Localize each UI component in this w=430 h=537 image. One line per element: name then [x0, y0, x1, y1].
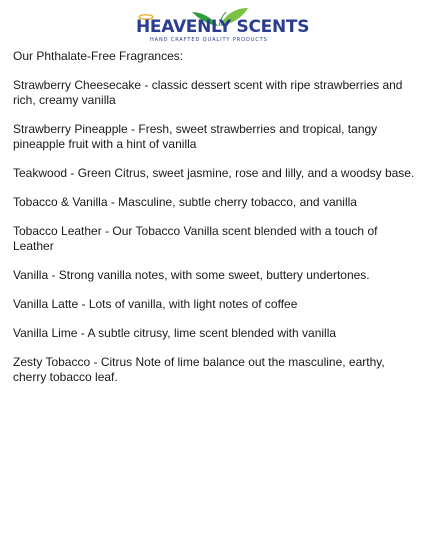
list-item: Zesty Tobacco - Citrus Note of lime balance out the masculine, earthy, cherry tobacco leaf.	[13, 355, 385, 384]
list-item: Teakwood - Green Citrus, sweet jasmine, rose and lilly, and a woodsy base.	[13, 166, 415, 180]
list-item: Strawberry Pineapple - Fresh, sweet strawberries and tropical, tangy pineapple fruit with a hint of vanilla	[13, 122, 378, 151]
list-item: Tobacco Leather - Our Tobacco Vanilla scent blended with a touch of Leather	[13, 224, 378, 253]
brand-name: HEAVENLY SCENTS	[136, 17, 310, 37]
list-heading: Our Phthalate-Free Fragrances:	[13, 49, 184, 63]
list-item: Vanilla - Strong vanilla notes, with some sweet, buttery undertones.	[13, 268, 370, 282]
list-item: Vanilla Lime - A subtle citrusy, lime scent blended with vanilla	[13, 326, 337, 340]
brand-tagline: HAND CRAFTED QUALITY PRODUCTS	[150, 37, 268, 43]
list-item: Tobacco & Vanilla - Masculine, subtle cherry tobacco, and vanilla	[13, 195, 357, 209]
fragrance-list	[13, 49, 418, 399]
list-item: Vanilla Latte - Lots of vanilla, with light notes of coffee	[13, 297, 298, 311]
list-item: Strawberry Cheesecake - classic dessert scent with ripe strawberries and rich, creamy vanilla	[13, 78, 403, 107]
brand-logo	[132, 4, 310, 46]
